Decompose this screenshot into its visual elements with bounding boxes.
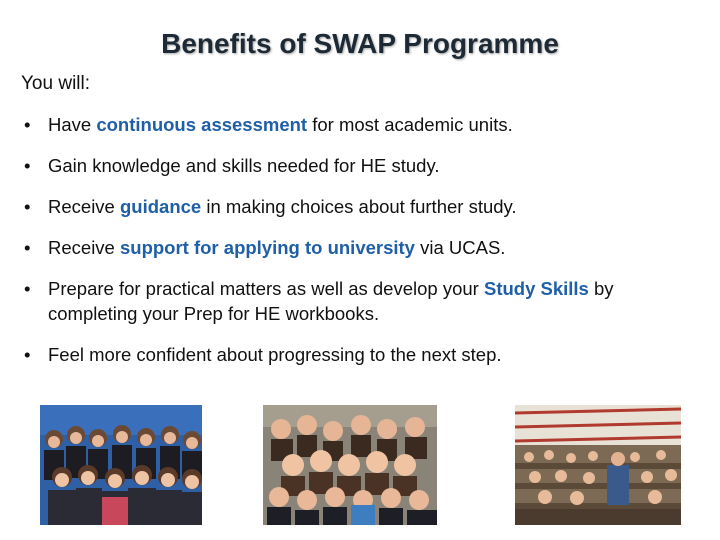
bullet-marker: • [24, 278, 31, 299]
highlight-guidance: guidance [119, 196, 202, 217]
benefits-list [21, 112, 701, 383]
bullet-text: Prepare for practical matters as well as develop your [48, 278, 484, 299]
lecture-theatre-photo [515, 405, 681, 525]
bullet-marker: • [24, 114, 31, 135]
slide-title: Benefits of SWAP Programme [161, 28, 559, 59]
bullet-text: Receive [48, 237, 120, 258]
list-item [21, 342, 701, 367]
intro-text: You will: [21, 73, 91, 94]
bullet-text: via UCAS. [414, 237, 506, 258]
bullet-text: Have [48, 114, 97, 135]
bullet-text: for most academic units. [307, 114, 513, 135]
bullet-text: Feel more confident about progressing to the next step. [48, 344, 502, 365]
students-group-photo [40, 405, 202, 525]
bullet-text: Receive [48, 196, 120, 217]
bullet-marker: • [24, 155, 31, 176]
students-crowd-photo [263, 405, 437, 525]
list-item [21, 235, 701, 260]
bullet-marker: • [24, 196, 31, 217]
bullet-marker: • [24, 344, 31, 365]
list-item [21, 276, 701, 326]
bullet-marker: • [24, 237, 31, 258]
bullet-text: Gain knowledge and skills needed for HE study. [48, 155, 440, 176]
list-item [21, 194, 701, 219]
highlight-continuous-assessment: continuous assessment [96, 114, 308, 135]
bullet-text: in making choices about further study. [201, 196, 517, 217]
list-item [21, 112, 701, 137]
bullet-text: by completing your Prep for HE workbooks. [48, 278, 614, 324]
list-item [21, 153, 701, 178]
highlight-support: support for applying to university [119, 237, 415, 258]
highlight-study-skills: Study Skills [483, 278, 589, 299]
